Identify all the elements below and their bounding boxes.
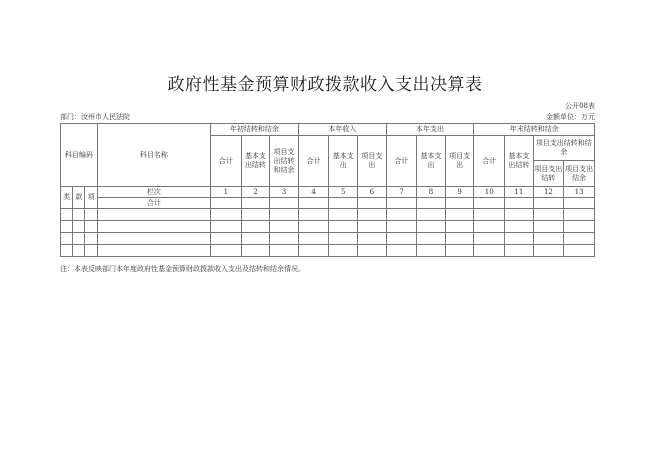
table-cell [533, 198, 564, 209]
header-group-expense: 本年支出 [386, 124, 474, 136]
table-cell [270, 245, 299, 257]
column-number: 7 [386, 187, 417, 198]
table-cell [61, 209, 73, 221]
table-cell [564, 198, 595, 209]
table-cell [241, 245, 270, 257]
table-cell [358, 245, 387, 257]
table-cell [564, 209, 595, 221]
table-cell [417, 198, 446, 209]
table-cell [85, 221, 97, 233]
table-cell [298, 209, 329, 221]
table-cell [85, 209, 97, 221]
table-cell [211, 245, 242, 257]
column-number: 11 [505, 187, 534, 198]
table-cell [386, 209, 417, 221]
table-cell [73, 233, 85, 245]
table-cell [329, 198, 358, 209]
header-section: 款 [73, 187, 85, 209]
table-cell [445, 221, 474, 233]
table-cell [270, 198, 299, 209]
report-title: 政府性基金预算财政拨款收入支出决算表 [167, 75, 483, 95]
table-cell [474, 221, 505, 233]
table-cell [417, 221, 446, 233]
table-cell [298, 198, 329, 209]
table-cell [358, 233, 387, 245]
table-cell [505, 221, 534, 233]
table-cell [533, 245, 564, 257]
header-item: 项 [85, 187, 97, 209]
form-code: 公开08表 [565, 102, 595, 110]
table-cell [358, 198, 387, 209]
table-cell [241, 221, 270, 233]
column-number: 5 [329, 187, 358, 198]
table-cell [358, 221, 387, 233]
table-cell [533, 221, 564, 233]
table-cell [474, 198, 505, 209]
header-end-project-balance: 项目支出结余 [564, 161, 595, 187]
header-income-project: 项目支出 [358, 136, 387, 187]
header-class: 类 [61, 187, 73, 209]
table-row [61, 221, 595, 233]
table-cell [61, 233, 73, 245]
table-cell [445, 198, 474, 209]
amount-unit-label: 金额单位：万元 [546, 113, 595, 121]
table-row [61, 209, 595, 221]
header-expense-project: 项目支出 [445, 136, 474, 187]
header-group-begin: 年初结转和结余 [211, 124, 299, 136]
table-cell [97, 221, 210, 233]
header-group-end: 年末结转和结余 [474, 124, 595, 136]
table-cell [298, 221, 329, 233]
table-cell [85, 245, 97, 257]
header-income-basic: 基本支出 [329, 136, 358, 187]
column-number: 8 [417, 187, 446, 198]
table-cell [97, 233, 210, 245]
table-cell [298, 233, 329, 245]
column-number-label: 栏次 [97, 187, 210, 198]
table-cell [417, 209, 446, 221]
table-cell [358, 209, 387, 221]
table-cell [241, 198, 270, 209]
header-subject-name: 科目名称 [97, 124, 210, 187]
table-cell [73, 221, 85, 233]
table-cell [564, 245, 595, 257]
header-begin-total: 合计 [211, 136, 242, 187]
table-cell [533, 233, 564, 245]
table-cell [61, 245, 73, 257]
table-cell [329, 233, 358, 245]
column-number: 12 [533, 187, 564, 198]
table-cell [97, 245, 210, 257]
column-number: 6 [358, 187, 387, 198]
header-begin-basic: 基本支出结转 [241, 136, 270, 187]
table-cell [211, 221, 242, 233]
report-table [60, 123, 595, 257]
column-number: 2 [241, 187, 270, 198]
header-end-basic: 基本支出结转 [505, 136, 534, 187]
table-cell [474, 209, 505, 221]
table-cell [505, 209, 534, 221]
table-cell [211, 233, 242, 245]
table-cell [417, 233, 446, 245]
table-cell [474, 245, 505, 257]
column-number: 4 [298, 187, 329, 198]
table-cell [85, 233, 97, 245]
header-end-total: 合计 [474, 136, 505, 187]
table-cell [211, 209, 242, 221]
table-cell [386, 198, 417, 209]
table-cell [329, 209, 358, 221]
header-expense-basic: 基本支出 [417, 136, 446, 187]
total-row-label: 合计 [97, 198, 210, 209]
table-cell [270, 221, 299, 233]
table-cell [61, 221, 73, 233]
table-cell [329, 245, 358, 257]
table-cell [241, 233, 270, 245]
column-number: 9 [445, 187, 474, 198]
table-cell [474, 233, 505, 245]
department-label: 部门：汝州市人民法院 [60, 113, 130, 121]
header-end-project-carry: 项目支出结转 [533, 161, 564, 187]
table-cell [211, 198, 242, 209]
table-cell [97, 209, 210, 221]
column-number: 13 [564, 187, 595, 198]
header-subject-code: 科目编码 [61, 124, 98, 187]
table-cell [445, 233, 474, 245]
header-income-total: 合计 [298, 136, 329, 187]
header-expense-total: 合计 [386, 136, 417, 187]
header-end-project-group: 项目支出结转和结余 [533, 136, 594, 161]
table-cell [445, 245, 474, 257]
column-number: 3 [270, 187, 299, 198]
table-cell [298, 245, 329, 257]
table-cell [445, 209, 474, 221]
table-cell [505, 198, 534, 209]
table-row [61, 233, 595, 245]
table-cell [505, 233, 534, 245]
table-cell [564, 233, 595, 245]
table-cell [241, 209, 270, 221]
column-number: 1 [211, 187, 242, 198]
table-cell [386, 221, 417, 233]
table-cell [73, 209, 85, 221]
table-cell [73, 245, 85, 257]
header-begin-project: 项目支出结转和结余 [270, 136, 299, 187]
table-cell [505, 245, 534, 257]
table-row [61, 245, 595, 257]
footnote: 注：本表反映部门本年度政府性基金预算财政拨款收入支出及结转和结余情况。 [60, 265, 305, 273]
table-cell [533, 209, 564, 221]
table-cell [386, 245, 417, 257]
table-cell [270, 233, 299, 245]
table-cell [417, 245, 446, 257]
table-cell [270, 209, 299, 221]
table-cell [564, 221, 595, 233]
header-group-income: 本年收入 [298, 124, 386, 136]
table-cell [329, 221, 358, 233]
table-cell [386, 233, 417, 245]
column-number: 10 [474, 187, 505, 198]
